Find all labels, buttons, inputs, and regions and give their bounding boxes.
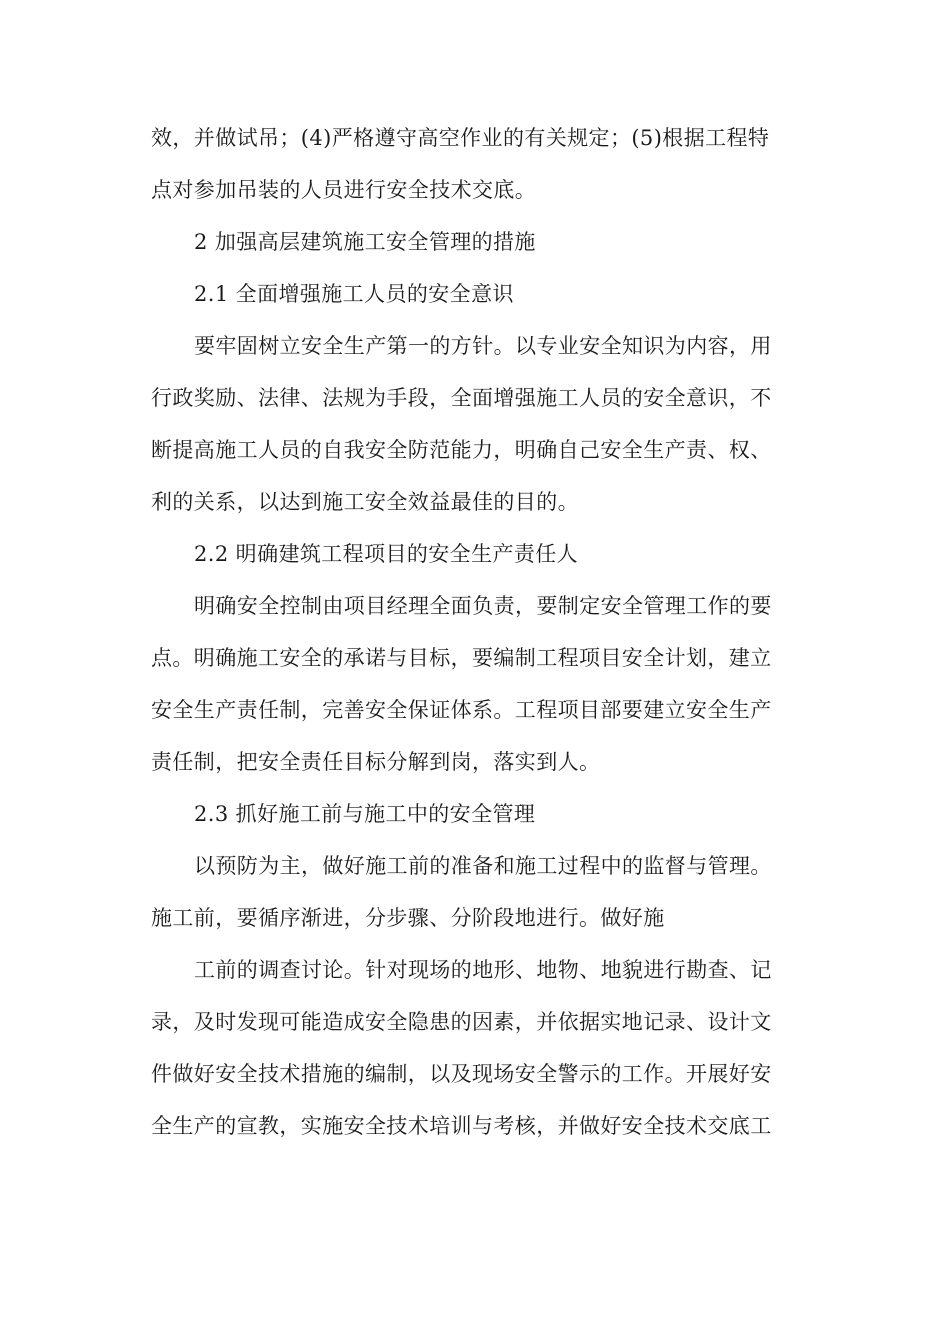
section-heading: 2 加强高层建筑施工安全管理的措施 xyxy=(194,230,536,254)
text-line: 全生产的宣教，实施安全技术培训与考核，并做好安全技术交底工 xyxy=(151,1114,772,1138)
text-line: 要牢固树立安全生产第一的方针。以专业安全知识为内容，用 xyxy=(194,334,772,358)
subsection-heading: 2.1 全面增强施工人员的安全意识 xyxy=(194,282,514,306)
text-line: 安全生产责任制，完善安全保证体系。工程项目部要建立安全生产 xyxy=(151,698,772,722)
text-line: 录，及时发现可能造成安全隐患的因素，并依据实地记录、设计文 xyxy=(151,1010,772,1034)
document-page xyxy=(151,112,801,1152)
text-line: 责任制，把安全责任目标分解到岗，落实到人。 xyxy=(151,750,601,774)
text-line: 点对参加吊装的人员进行安全技术交底。 xyxy=(151,178,537,202)
text-line: 工前的调查讨论。针对现场的地形、地物、地貌进行勘查、记 xyxy=(194,958,772,982)
text-line: 以预防为主，做好施工前的准备和施工过程中的监督与管理。 xyxy=(194,854,772,878)
text-line: 施工前，要循序渐进，分步骤、分阶段地进行。做好施 xyxy=(151,906,665,930)
subsection-heading: 2.3 抓好施工前与施工中的安全管理 xyxy=(194,802,536,826)
text-line: 明确安全控制由项目经理全面负责，要制定安全管理工作的要 xyxy=(194,594,772,618)
text-line: 件做好安全技术措施的编制，以及现场安全警示的工作。开展好安 xyxy=(151,1062,772,1086)
text-line: 行政奖励、法律、法规为手段，全面增强施工人员的安全意识，不 xyxy=(151,386,772,410)
text-line: 断提高施工人员的自我安全防范能力，明确自己安全生产责、权、 xyxy=(151,438,772,462)
text-line: 点。明确施工安全的承诺与目标，要编制工程项目安全计划，建立 xyxy=(151,646,772,670)
text-line: 利的关系，以达到施工安全效益最佳的目的。 xyxy=(151,490,579,514)
text-line: 效，并做试吊；(4)严格遵守高空作业的有关规定；(5)根据工程特 xyxy=(151,126,770,150)
subsection-heading: 2.2 明确建筑工程项目的安全生产责任人 xyxy=(194,542,579,566)
